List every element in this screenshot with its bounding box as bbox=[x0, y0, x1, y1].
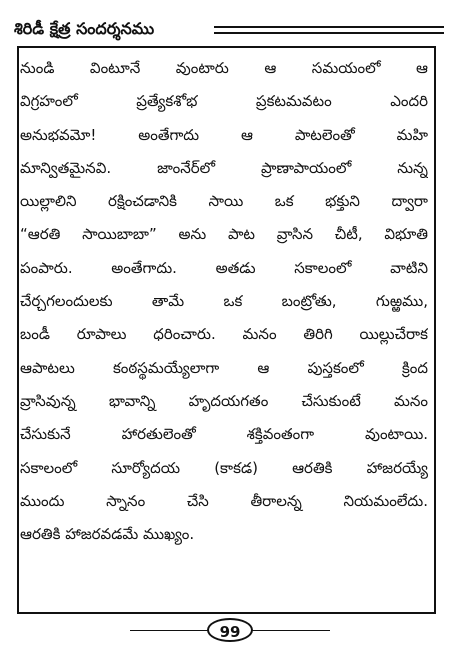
text-line: ఆపాటలు కంఠస్థమయ్యేలాగా ఆ పుస్తకంలో క్రింద bbox=[20, 358, 428, 377]
text-line: నుండి వింటూనే వుంటారు ఆ సమయంలో ఆ bbox=[20, 59, 428, 77]
text-line: ఆరతికి హాజరవడమే ముఖ్యం. bbox=[20, 525, 195, 544]
text-line: వ్రాసివున్న భావాన్ని హృదయగతం చేసుకుంటే మనం bbox=[20, 391, 428, 410]
header-rule-bottom bbox=[214, 32, 444, 34]
text-line: చేర్చగలందులకు తామే ఒక బంట్రోతు, గుఱ్ఱము, bbox=[20, 292, 428, 311]
text-line: సకాలంలో సూర్యోదయ (కాకడ) ఆరతికి హాజరయ్యే bbox=[20, 458, 428, 477]
header-title: శిరిడీ క్షేత్ర సందర్శనము bbox=[14, 18, 160, 40]
text-line: “ఆరతి సాయిబాబా” అను పాట వ్రాసిన చీటీ, విభూతి bbox=[20, 225, 428, 244]
text-line: అనుభవమో! అంతేగాదు ఆ పాటలెంతో మహి bbox=[20, 125, 428, 144]
text-line: బండీ రూపాలు ధరించారు. మనం తిరిగి యిల్లుచేరాక bbox=[20, 325, 428, 344]
text-line: పంపారు. అంతేగాదు. అతడు సకాలంలో వాటిని bbox=[20, 258, 428, 277]
running-header bbox=[14, 18, 444, 44]
page-number: 99 bbox=[207, 618, 253, 642]
text-line: చేసుకునే హారతులెంతో శక్తివంతంగా వుంటాయి. bbox=[20, 425, 428, 444]
text-line: యిల్లాలిని రక్షించడానికి సాయి ఒక భక్తుని ద్వారా bbox=[20, 192, 428, 211]
text-line: ముందు స్నానం చేసి తీరాలన్న నియమంలేదు. bbox=[20, 491, 428, 510]
text-line: విగ్రహంలో ప్రత్యేకశోభ ప్రకటమవటం ఎందరి bbox=[20, 92, 428, 111]
text-line: మాన్వితమైనవి. జాంనేర్‌లో ప్రాణాపాయంలో నున్న bbox=[20, 158, 428, 177]
body-text bbox=[20, 52, 428, 551]
header-rule-top bbox=[214, 26, 444, 28]
page-footer bbox=[0, 617, 460, 645]
